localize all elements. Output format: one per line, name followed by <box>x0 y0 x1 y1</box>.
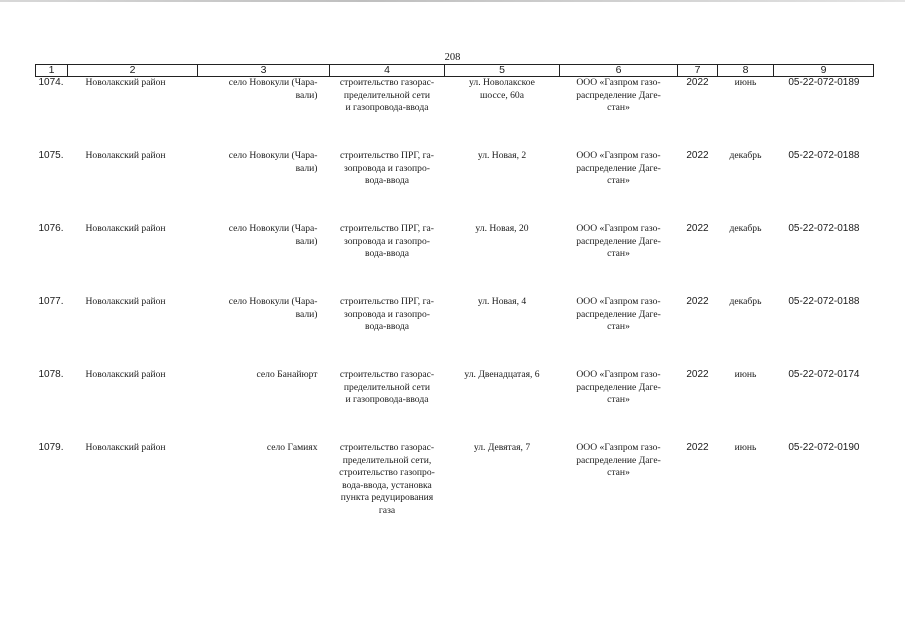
month-cell: декабрь <box>729 223 762 234</box>
address-cell: ул. Новая, 20 <box>475 223 529 234</box>
column-header: 8 <box>718 65 774 77</box>
year-cell: 2022 <box>686 77 709 88</box>
year-cell: 2022 <box>686 150 709 161</box>
address-cell: ул. Девятая, 7 <box>473 442 531 453</box>
district-cell: Новолакский район <box>85 442 166 453</box>
code-cell: 05-22-072-0190 <box>788 442 860 453</box>
organization-cell: ООО «Газпром газо- распределение Даге- стан» <box>576 296 661 332</box>
district-cell: Новолакский район <box>85 77 166 88</box>
month-cell: июнь <box>734 369 757 380</box>
column-header: 7 <box>678 65 718 77</box>
code-cell: 05-22-072-0188 <box>788 150 860 161</box>
column-header: 9 <box>774 65 874 77</box>
year-cell: 2022 <box>686 223 709 234</box>
table-row <box>36 148 874 221</box>
district-cell: Новолакский район <box>85 296 166 307</box>
locality-cell: село Новокули (Чара- вали) <box>228 150 318 174</box>
column-header: 1 <box>36 65 68 77</box>
month-cell: июнь <box>734 77 757 88</box>
locality-cell: село Гамиях <box>266 442 318 453</box>
table-row <box>36 367 874 440</box>
address-cell: ул. Новая, 4 <box>477 296 527 307</box>
table-row <box>36 440 874 562</box>
address-cell: ул. Новолакское шоссе, 60а <box>469 77 535 101</box>
work-description-cell: строительство ПРГ, га- зопровода и газопро- вода-ввода <box>340 150 434 186</box>
row-number: 1074. <box>38 77 64 88</box>
locality-cell: село Банайюрт <box>256 369 318 380</box>
scan-top-edge <box>0 0 905 2</box>
row-number: 1075. <box>38 150 64 161</box>
row-number: 1079. <box>38 442 64 453</box>
header-row <box>36 65 874 77</box>
work-description-cell: строительство газорас- пределительной сети и газопровода-ввода <box>339 77 435 113</box>
address-cell: ул. Новая, 2 <box>477 150 527 161</box>
organization-cell: ООО «Газпром газо- распределение Даге- стан» <box>576 369 661 405</box>
locality-cell: село Новокули (Чара- вали) <box>228 296 318 320</box>
row-number: 1078. <box>38 369 64 380</box>
row-number: 1076. <box>38 223 64 234</box>
district-cell: Новолакский район <box>85 223 166 234</box>
organization-cell: ООО «Газпром газо- распределение Даге- стан» <box>576 150 661 186</box>
code-cell: 05-22-072-0189 <box>788 77 860 88</box>
code-cell: 05-22-072-0174 <box>788 369 860 380</box>
column-header: 3 <box>198 65 330 77</box>
work-description-cell: строительство газорас- пределительной сети и газопровода-ввода <box>339 369 435 405</box>
month-cell: декабрь <box>729 296 762 307</box>
code-cell: 05-22-072-0188 <box>788 223 860 234</box>
organization-cell: ООО «Газпром газо- распределение Даге- стан» <box>576 223 661 259</box>
column-header: 6 <box>560 65 678 77</box>
district-cell: Новолакский район <box>85 150 166 161</box>
column-header: 2 <box>68 65 198 77</box>
year-cell: 2022 <box>686 442 709 453</box>
work-description-cell: строительство ПРГ, га- зопровода и газопро- вода-ввода <box>340 223 434 259</box>
code-cell: 05-22-072-0188 <box>788 296 860 307</box>
table-row <box>36 77 874 149</box>
work-description-cell: строительство ПРГ, га- зопровода и газопро- вода-ввода <box>340 296 434 332</box>
month-cell: декабрь <box>729 150 762 161</box>
row-number: 1077. <box>38 296 64 307</box>
column-header: 4 <box>330 65 445 77</box>
year-cell: 2022 <box>686 296 709 307</box>
organization-cell: ООО «Газпром газо- распределение Даге- стан» <box>576 442 661 478</box>
district-cell: Новолакский район <box>85 369 166 380</box>
work-description-cell: строительство газорас- пределительной сети, строительство газопро- вода-ввода, установка пункта редуцирования газа <box>339 442 435 516</box>
gasification-table <box>35 64 874 562</box>
locality-cell: село Новокули (Чара- вали) <box>228 223 318 247</box>
month-cell: июнь <box>734 442 757 453</box>
organization-cell: ООО «Газпром газо- распределение Даге- стан» <box>576 77 661 113</box>
table-row <box>36 294 874 367</box>
table-row <box>36 221 874 294</box>
column-header: 5 <box>445 65 560 77</box>
locality-cell: село Новокули (Чара- вали) <box>228 77 318 101</box>
address-cell: ул. Двенадцатая, 6 <box>464 369 540 380</box>
page-number: 208 <box>444 52 461 63</box>
year-cell: 2022 <box>686 369 709 380</box>
